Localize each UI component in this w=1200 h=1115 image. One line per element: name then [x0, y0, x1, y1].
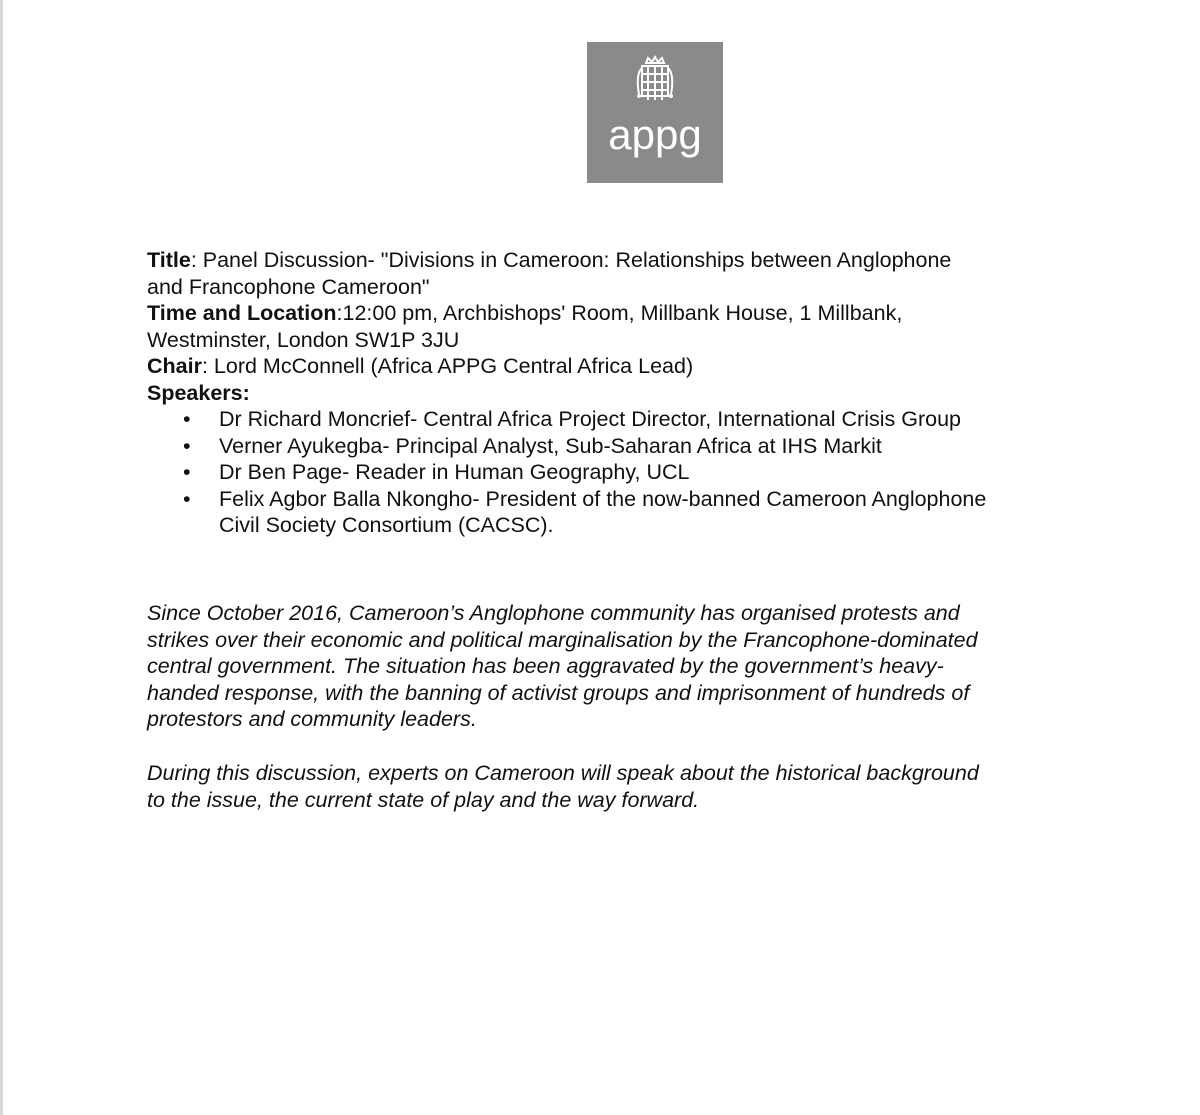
bullet-icon: •: [183, 486, 191, 511]
description-paragraph-1: [147, 600, 1107, 733]
paragraph-line: to the issue, the current state of play and the way forward.: [147, 787, 700, 812]
speaker-item: [183, 459, 1107, 486]
paragraph-line: Since October 2016, Cameroon’s Anglophone community has organised protests and: [147, 601, 960, 625]
paragraph-line: strikes over their economic and political marginalisation by the Francophone-dominated: [147, 627, 978, 652]
paragraph-line: handed response, with the banning of activist groups and imprisonment of hundreds of: [147, 680, 970, 705]
paragraph-line: During this discussion, experts on Cameroon will speak about the historical background: [147, 761, 979, 785]
title-line-1: [147, 247, 1107, 274]
paragraph-line: central government. The situation has been aggravated by the government’s heavy-: [147, 654, 944, 678]
title-label: Title: [147, 248, 191, 272]
page-edge: [0, 0, 3, 1115]
speaker-item: [183, 486, 1107, 539]
title-line-2: and Francophone Cameroon": [147, 274, 430, 299]
speaker-item: [183, 433, 1107, 460]
paragraph-line: protestors and community leaders.: [147, 707, 477, 731]
chair-label: Chair: [147, 354, 202, 378]
speaker-item: [183, 406, 1107, 433]
time-line-1: [147, 300, 1107, 327]
event-details: [147, 247, 1107, 539]
title-value: : Panel Discussion- "Divisions in Cameroon: Relationships between Anglophone: [190, 248, 952, 272]
bullet-icon: •: [183, 460, 191, 484]
time-line-2: Westminster, London SW1P 3JU: [147, 327, 460, 352]
speaker-text: Felix Agbor Balla Nkongho- President of the now-banned Cameroon Anglophone: [219, 486, 987, 511]
chair-line: [147, 353, 1107, 380]
speaker-text: Verner Ayukegba- Principal Analyst, Sub-Saharan Africa at IHS Markit: [219, 433, 882, 458]
speakers-heading: Speakers:: [147, 380, 250, 405]
bullet-icon: •: [183, 407, 191, 431]
description-paragraph-2: [147, 760, 1107, 813]
portcullis-icon: [634, 54, 676, 104]
time-location-label: Time and Location: [147, 301, 337, 325]
appg-logo: [587, 42, 723, 183]
chair-value: : Lord McConnell (Africa APPG Central Africa Lead): [201, 354, 694, 378]
time-location-value: :12:00 pm, Archbishops' Room, Millbank House, 1 Millbank,: [336, 301, 903, 325]
speakers-list: [147, 406, 1107, 539]
speaker-text-continued: Civil Society Consortium (CACSC).: [219, 513, 554, 537]
appg-logo-text: appg: [608, 111, 702, 158]
speaker-text: Dr Richard Moncrief- Central Africa Project Director, International Crisis Group: [219, 407, 962, 431]
speaker-text: Dr Ben Page- Reader in Human Geography, UCL: [219, 460, 690, 484]
bullet-icon: •: [183, 433, 191, 458]
